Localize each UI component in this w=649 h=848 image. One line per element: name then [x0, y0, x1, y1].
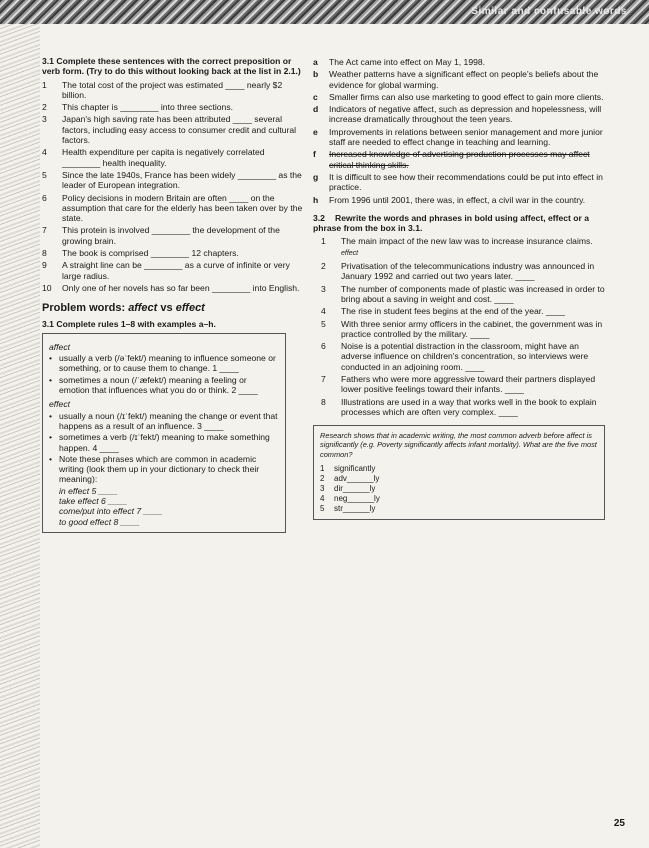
box-heading-affect: affect — [49, 341, 71, 352]
item-text: Since the late 1940s, France has been widely ________ as the leader of European integration. — [62, 169, 302, 191]
adverb-number: 3 — [320, 483, 325, 493]
exercise-3-1b — [42, 319, 304, 533]
item-number: 8 — [42, 248, 47, 259]
item-sentence: Illustrations are used in a way that works well in the book to explain processes which are often very complex. ____ — [341, 396, 597, 417]
adverb-text: significantly — [334, 463, 376, 473]
adverb-text: dir______ly — [334, 483, 376, 493]
rules-affect — [49, 353, 279, 395]
item-text — [341, 341, 609, 372]
example-text: From 1996 until 2001, there was, in effect, a civil war in the country. — [329, 194, 586, 205]
item-sentence: The main impact of the new law was to increase insurance claims. — [341, 236, 593, 247]
example-letter: a — [313, 57, 318, 67]
item-sentence: With three senior army officers in the cabinet, the government was in practice controlled by the military. ____ — [341, 318, 603, 339]
adverb-number: 2 — [320, 473, 325, 483]
phrase-item: to good effect 8 ____ — [59, 516, 140, 527]
adverb-list — [320, 464, 598, 514]
problem-words-heading: Problem words: affect vs effect — [42, 302, 205, 315]
rule-item — [49, 353, 279, 374]
example-item — [313, 57, 609, 67]
header-band — [0, 0, 649, 24]
bullet-icon: • — [49, 374, 53, 385]
item-number: 7 — [321, 374, 326, 385]
item-number: 2 — [321, 261, 326, 272]
exercise-3-1 — [42, 56, 304, 293]
item-number: 5 — [42, 169, 47, 180]
item-text — [341, 261, 609, 282]
example-text: Indicators of negative affect, such as depression and hopelessness, will increase dramatically throughout the teen years. — [329, 104, 602, 125]
exercise-item — [313, 284, 609, 305]
page-number: 25 — [613, 818, 625, 829]
example-letter: c — [313, 91, 318, 102]
exercise-item — [42, 225, 304, 246]
item-number: 8 — [321, 396, 326, 407]
rules-effect — [49, 411, 279, 485]
exercise-3-2 — [313, 213, 609, 417]
item-text: Policy decisions in modern Britain are often ____ on the assumption that care for the elderly has been taken over by the state. — [62, 192, 303, 224]
exercise-item — [42, 170, 304, 191]
left-edge-texture — [0, 24, 40, 848]
item-number: 6 — [42, 192, 47, 203]
right-column — [313, 56, 609, 520]
example-text: Weather patterns have a significant effect on people's beliefs about the evidence for global warming. — [329, 69, 599, 90]
phrase-item: take effect 6 ____ — [59, 495, 128, 506]
rule-item — [49, 432, 279, 453]
adverb-item — [320, 504, 598, 514]
item-text: A straight line can be ________ as a curve of infinite or very large radius. — [62, 260, 290, 281]
exercise-item — [313, 319, 609, 340]
phrase-item: in effect 5 ____ — [59, 485, 118, 496]
item-text — [341, 284, 609, 305]
item-number: 9 — [42, 260, 47, 271]
exercise-item-list — [313, 236, 609, 417]
exercise-item — [42, 114, 304, 145]
exercise-intro: 3.1 Complete these sentences with the correct preposition or verb form. (Try to do this without looking back at the list in 2.1.) — [42, 56, 301, 77]
adverb-number: 5 — [320, 503, 325, 513]
example-text: It is difficult to see how their recommendations could be put into effect in practice. — [329, 171, 603, 193]
adverb-item — [320, 484, 598, 494]
item-sentence: The rise in student fees begins at the end of the year. ____ — [341, 306, 566, 317]
exercise-item — [42, 193, 304, 224]
bullet-icon: • — [49, 410, 53, 421]
item-hint: effect — [341, 249, 359, 257]
example-item — [313, 104, 609, 125]
item-number: 7 — [42, 225, 47, 236]
example-letter: h — [313, 194, 319, 205]
item-text: This protein is involved ________ the development of the growing brain. — [62, 225, 280, 246]
exercise-item — [313, 374, 609, 395]
adverb-number: 4 — [320, 493, 325, 503]
example-item — [313, 195, 609, 205]
item-number: 1 — [42, 79, 47, 90]
bullet-icon: • — [49, 453, 53, 464]
exercise-item — [42, 283, 304, 293]
item-sentence: Noise is a potential distraction in the classroom, might have an adverse influence on children's concentration, so interviews were conducted in an adjoining room. ____ — [341, 341, 589, 372]
item-number: 6 — [321, 341, 326, 352]
exercise-item-list — [42, 80, 304, 294]
example-text: The Act came into effect on May 1, 1998. — [329, 57, 486, 67]
example-letter: e — [313, 126, 318, 137]
adverb-item — [320, 494, 598, 504]
item-sentence: Fathers who were more aggressive toward their partners displayed lower positive feelings toward their infants. ____ — [341, 374, 596, 395]
example-text: Increased knowledge of advertising production processes may affect critical thinking skills. — [329, 149, 590, 170]
bullet-icon: • — [49, 432, 53, 443]
adverb-item — [320, 464, 598, 474]
example-item — [313, 172, 609, 193]
phrase-list — [49, 486, 279, 527]
item-text — [341, 397, 609, 418]
adverb-number: 1 — [320, 463, 325, 473]
rule-item — [49, 411, 279, 432]
example-letter: g — [313, 171, 319, 182]
rule-text: sometimes a verb (/ɪˈfekt/) meaning to make something happen. 4 ____ — [59, 432, 270, 453]
item-text: Health expenditure per capita is negatively correlated ________ health inequality. — [62, 147, 265, 168]
rule-item — [49, 454, 279, 485]
example-item — [313, 69, 609, 90]
research-note-text: Research shows that in academic writing, the most common adverb before affect is significantly (e.g. Poverty significantly affects infant mortality). What are the five most common? — [320, 431, 597, 459]
phrase-item: come/put into effect 7 ____ — [59, 506, 163, 517]
item-sentence: The number of components made of plastic was increased in order to bring about a saving in weight and cost. ____ — [341, 283, 605, 304]
exercise-item — [42, 260, 304, 281]
left-column — [42, 56, 304, 533]
item-sentence: Privatisation of the telecommunications industry was announced in January 1992 and carried out two years later. ____ — [341, 261, 595, 282]
example-text: Smaller firms can also use marketing to good effect to gain more clients. — [329, 91, 604, 102]
exercise-item — [313, 236, 609, 259]
exercise-item — [42, 102, 304, 112]
adverb-text: neg______ly — [334, 493, 380, 503]
exercise-item — [313, 341, 609, 372]
adverb-item — [320, 474, 598, 484]
item-number: 4 — [42, 147, 47, 158]
example-letter: b — [313, 69, 319, 80]
item-text: This chapter is ________ into three sections. — [62, 102, 234, 113]
item-text: Only one of her novels has so far been ________ into English. — [62, 282, 300, 293]
example-letter: d — [313, 104, 319, 115]
exercise-intro: 3.2 Rewrite the words and phrases in bold using affect, effect or a phrase from the box in 3.1. — [313, 212, 590, 234]
item-number: 10 — [42, 282, 52, 293]
item-text: The book is comprised ________ 12 chapters. — [62, 248, 239, 259]
item-text — [341, 236, 609, 259]
box-heading-effect: effect — [49, 399, 71, 410]
item-text: Japan's high saving rate has been attributed ____ several factors, including easy access to consumer credit and cultural factors. — [62, 114, 297, 146]
example-list — [313, 57, 609, 205]
item-number: 5 — [321, 318, 326, 329]
item-text — [341, 374, 609, 395]
item-number: 3 — [321, 283, 326, 294]
item-number: 2 — [42, 102, 47, 113]
example-item — [313, 92, 609, 102]
rule-text: Note these phrases which are common in academic writing (look them up in your dictionary to check their meaning): — [59, 453, 260, 485]
item-text — [341, 319, 609, 340]
example-item — [313, 149, 609, 170]
example-letter: f — [313, 149, 316, 160]
item-number: 4 — [321, 306, 326, 317]
adverb-text: str______ly — [334, 503, 376, 513]
exercise-item — [42, 80, 304, 101]
unit-title: Similar and confusable words — [471, 6, 627, 17]
rule-text: usually a verb (/əˈfekt/) meaning to influence someone or something, or to cause them to change. 1 ____ — [59, 353, 276, 374]
item-number: 3 — [42, 114, 47, 125]
exercise-item — [42, 248, 304, 258]
rule-item — [49, 375, 279, 396]
bullet-icon: • — [49, 353, 53, 364]
rules-box — [42, 333, 286, 533]
example-item — [313, 127, 609, 148]
item-text: The total cost of the project was estimated ____ nearly $2 billion. — [62, 79, 283, 100]
exercise-item — [42, 147, 304, 168]
example-text: Improvements in relations between senior management and more junior staff are needed to effect change in teaching and learning. — [329, 126, 603, 148]
rule-text: usually a noun (/ɪˈfekt/) meaning the change or event that happens as a result of an influence. 3 ____ — [59, 410, 278, 431]
exercise-item — [313, 397, 609, 418]
exercise-item — [313, 306, 609, 316]
item-number: 1 — [321, 236, 326, 247]
rule-text: sometimes a noun (/ˈæfekt/) meaning a feeling or emotion that influences what you do or think. 2 ____ — [59, 374, 258, 396]
item-text — [341, 306, 609, 316]
exercise-item — [313, 261, 609, 282]
exercise-intro: 3.1 Complete rules 1–8 with examples a–h. — [42, 318, 216, 329]
research-note-box — [313, 425, 605, 520]
adverb-text: adv______ly — [334, 473, 380, 483]
